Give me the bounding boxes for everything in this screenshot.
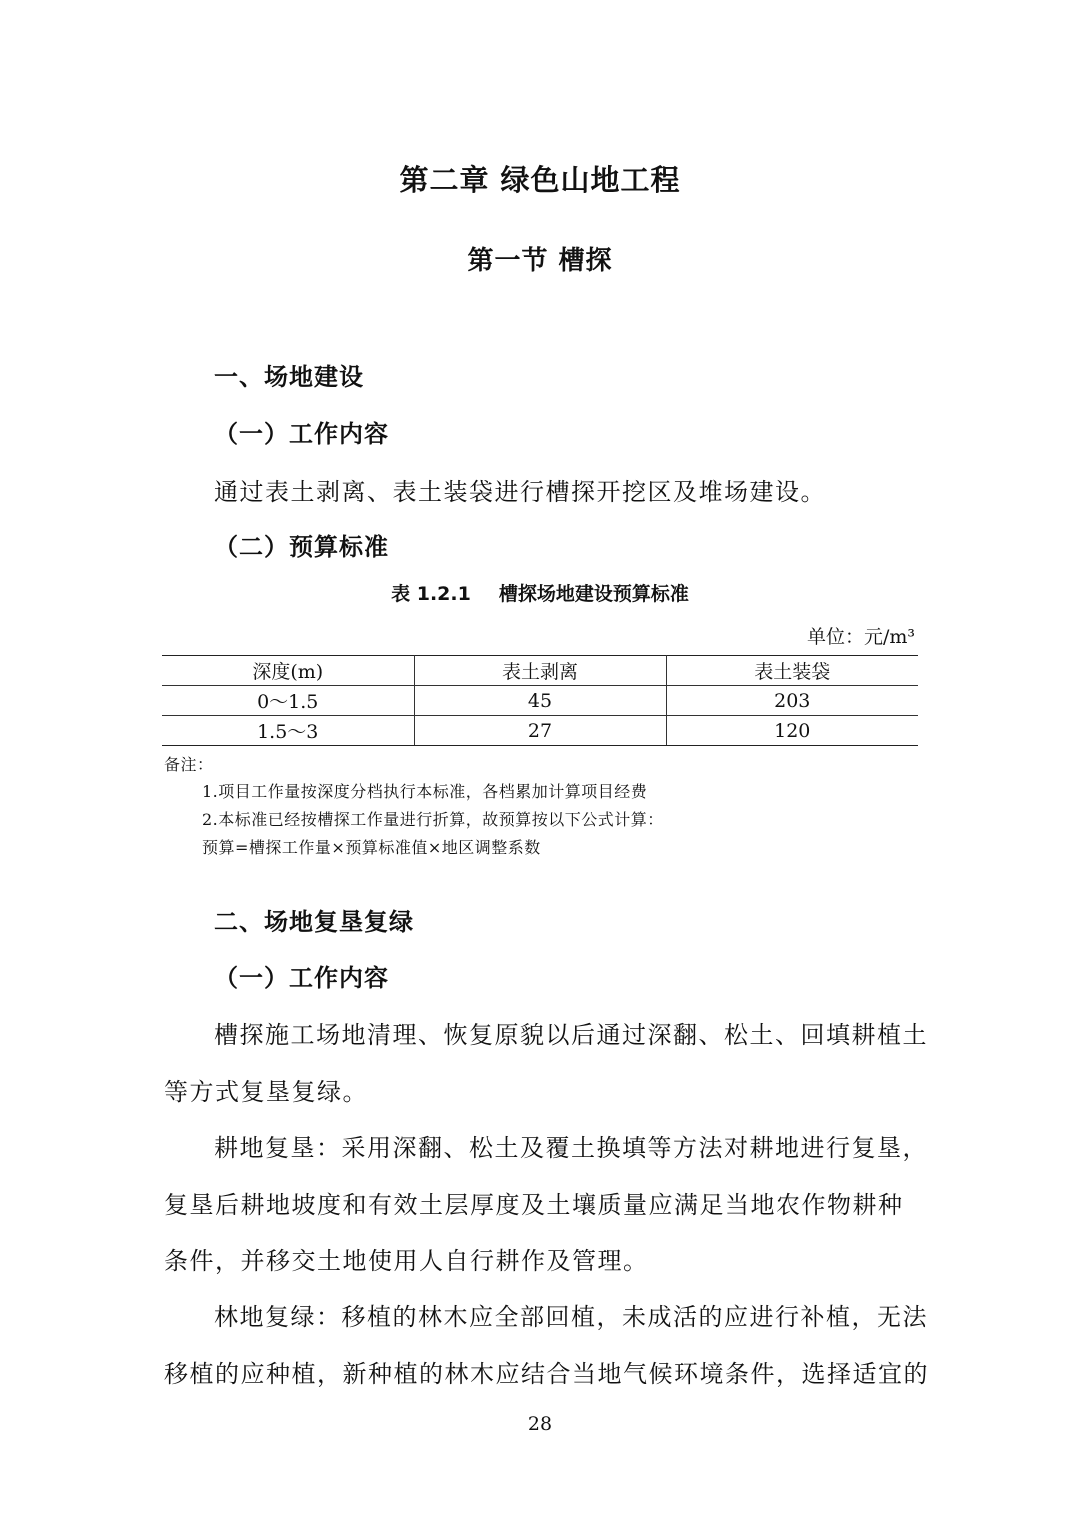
table-header-row <box>162 656 918 686</box>
table-cell: 27 <box>414 716 666 746</box>
note-item: 1.项目工作量按深度分档执行本标准，各档累加计算项目经费 <box>202 782 648 801</box>
table-unit: 单位：元/m³ <box>806 626 915 648</box>
table-cell: 45 <box>414 686 666 716</box>
paragraph-line: 条件，并移交土地使用人自行耕作及管理。 <box>164 1247 649 1275</box>
subheading-work-content: （一）工作内容 <box>214 420 389 448</box>
column-header-topsoil-stripping: 表土剥离 <box>414 656 666 686</box>
paragraph-line: 林地复绿：移植的林木应全部回植，未成活的应进行补植，无法 <box>214 1303 928 1331</box>
table-row <box>162 686 918 716</box>
table-caption <box>0 579 1080 606</box>
table-caption-number: 表 1.2.1 <box>391 583 471 605</box>
paragraph-line: 槽探施工场地清理、恢复原貌以后通过深翻、松土、回填耕植土 <box>214 1021 928 1049</box>
heading-site-construction: 一、场地建设 <box>214 363 364 391</box>
page-number: 28 <box>527 1413 553 1435</box>
paragraph-line: 等方式复垦复绿。 <box>164 1078 368 1106</box>
paragraph-line: 复垦后耕地坡度和有效土层厚度及土壤质量应满足当地农作物耕种 <box>164 1191 904 1219</box>
heading-site-reclamation: 二、场地复垦复绿 <box>214 908 414 936</box>
table-caption-title: 槽探场地建设预算标准 <box>498 583 689 605</box>
note-item: 预算=槽探工作量×预算标准值×地区调整系数 <box>202 838 541 857</box>
paragraph-line: 耕地复垦：采用深翻、松土及覆土换填等方法对耕地进行复垦， <box>214 1134 928 1162</box>
table-cell: 1.5～3 <box>162 716 414 746</box>
note-item: 2.本标准已经按槽探工作量进行折算，故预算按以下公式计算： <box>202 810 664 829</box>
section-title: 第一节 槽探 <box>467 246 613 276</box>
column-header-depth: 深度(m) <box>162 656 414 686</box>
subheading-budget-standard: （二）预算标准 <box>214 533 389 561</box>
table-cell: 120 <box>666 716 918 746</box>
chapter-title: 第二章 绿色山地工程 <box>399 163 681 197</box>
notes-label: 备注： <box>164 755 214 774</box>
table-cell: 203 <box>666 686 918 716</box>
budget-table <box>162 655 918 746</box>
paragraph-work-content: 通过表土剥离、表土装袋进行槽探开挖区及堆场建设。 <box>214 478 826 506</box>
column-header-topsoil-bagging: 表土装袋 <box>666 656 918 686</box>
table-cell: 0～1.5 <box>162 686 414 716</box>
subheading-work-content-2: （一）工作内容 <box>214 964 389 992</box>
table-row <box>162 716 918 746</box>
paragraph-line: 移植的应种植，新种植的林木应结合当地气候环境条件，选择适宜的 <box>164 1360 929 1388</box>
